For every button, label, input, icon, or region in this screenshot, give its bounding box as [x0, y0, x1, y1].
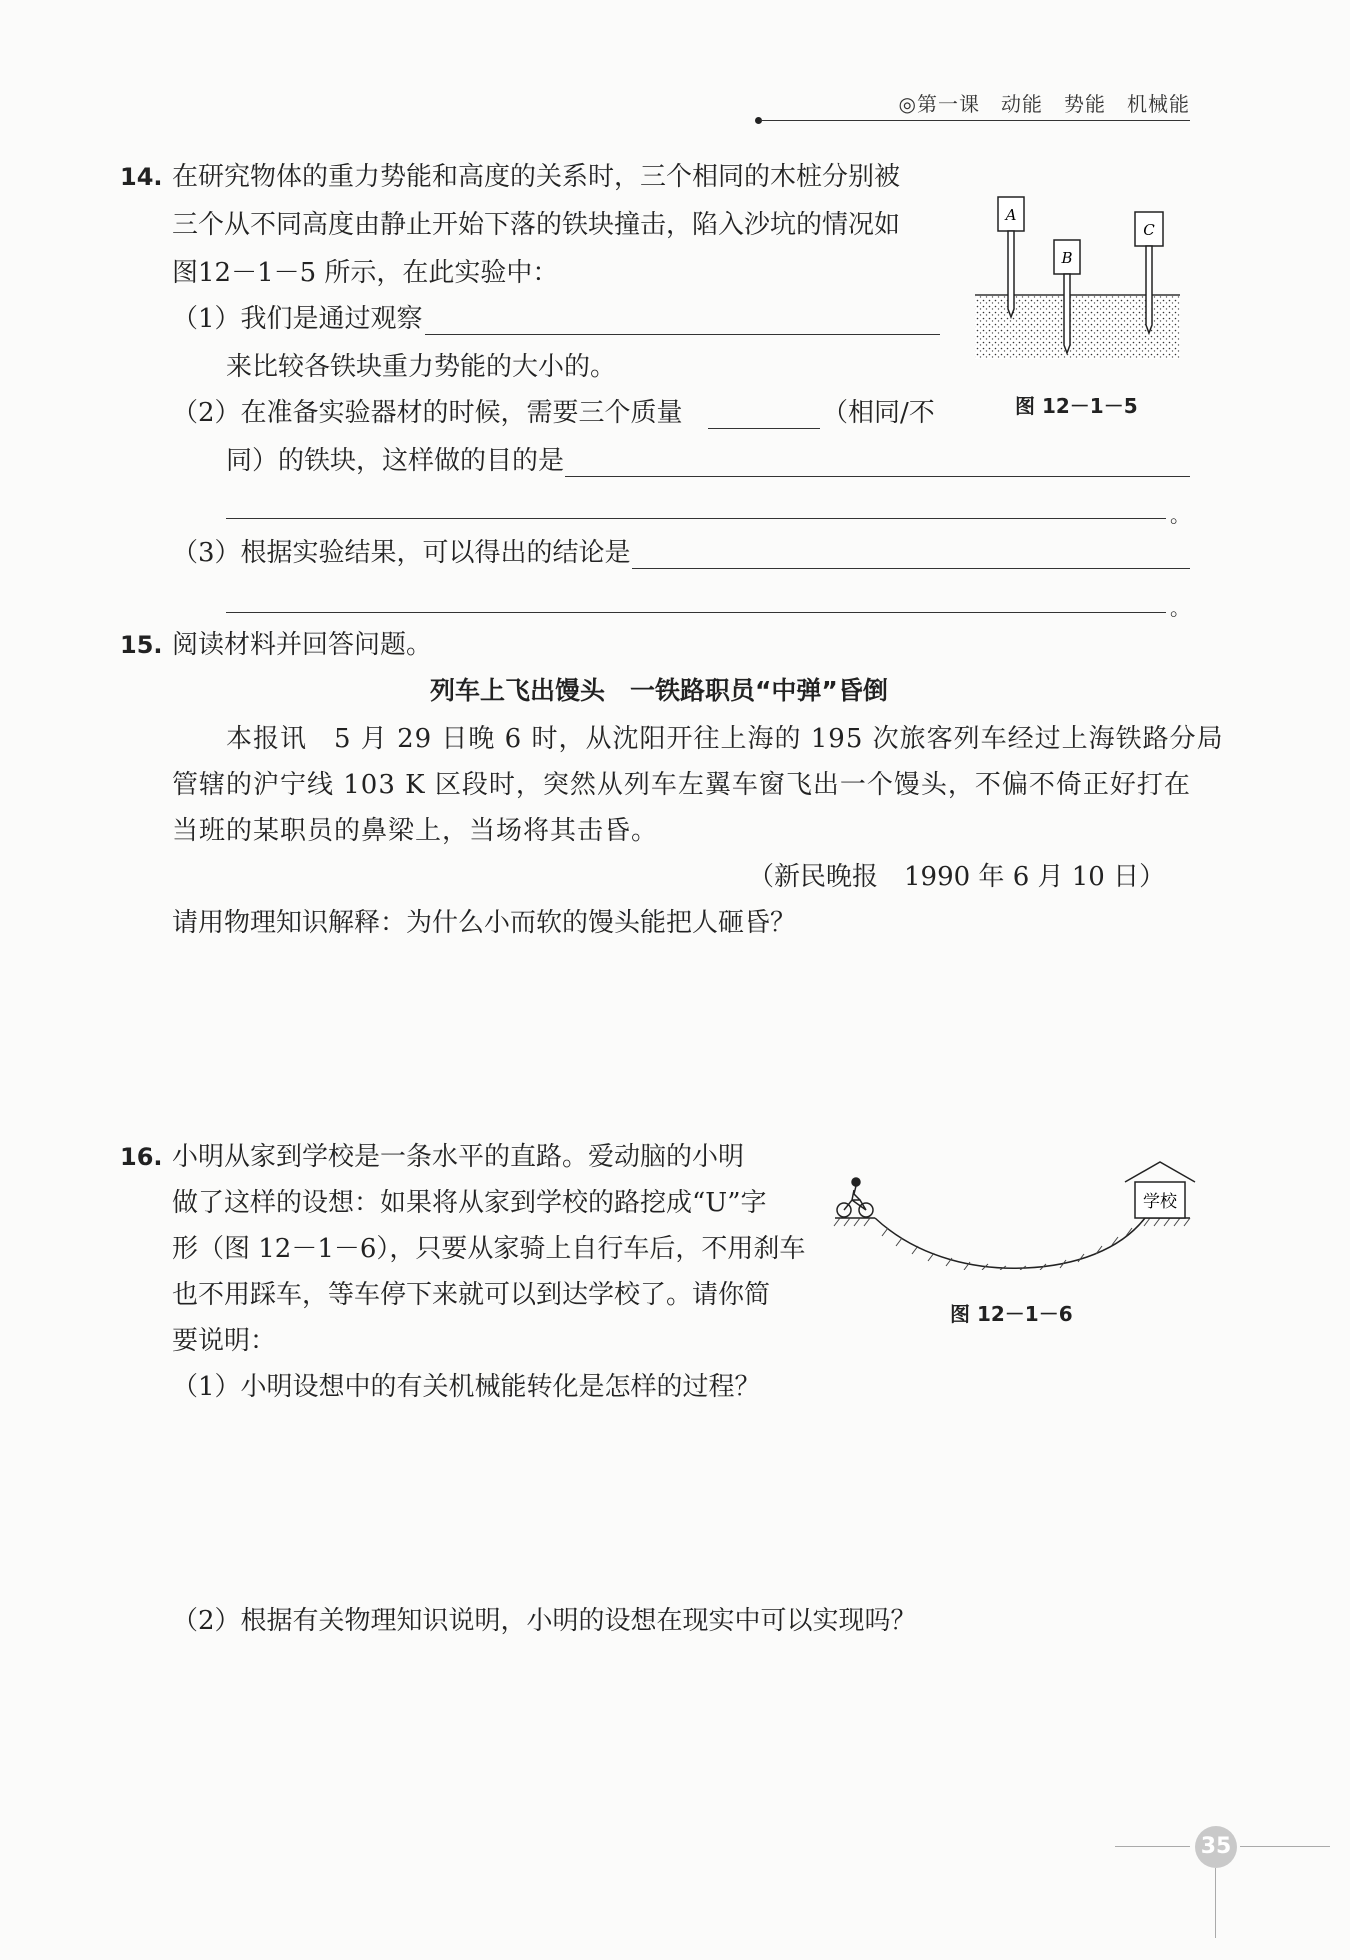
q14-line-2: 三个从不同高度由静止开始下落的铁块撞击，陷入沙坑的情况如 [172, 210, 901, 240]
q15-prompt: 阅读材料并回答问题。 [172, 630, 433, 660]
q16-line-5: 要说明： [172, 1326, 277, 1356]
u-road [875, 1218, 1145, 1268]
footer-vertical-rule [1215, 1868, 1216, 1938]
q14-part1-tail: 来比较各铁块重力势能的大小的。 [226, 352, 617, 382]
stake-a-label: A [1005, 206, 1017, 224]
q14-line-1: 在研究物体的重力势能和高度的关系时，三个相同的木桩分别被 [172, 162, 901, 192]
q16-sub-question-1: （1）小明设想中的有关机械能转化是怎样的过程？ [172, 1372, 761, 1402]
q14-part3-blank-2[interactable] [226, 612, 1166, 613]
article-source: （新民晚报 1990 年 6 月 10 日） [748, 862, 1166, 892]
q16-line-4: 也不用踩车，等车停下来就可以到达学校了。请你简 [172, 1280, 771, 1310]
q14-part1-blank[interactable] [425, 334, 940, 335]
q15-question: 请用物理知识解释：为什么小而软的馒头能把人砸昏？ [172, 908, 797, 938]
q16-sub-question-2: （2）根据有关物理知识说明，小明的设想在现实中可以实现吗？ [172, 1606, 917, 1636]
q16-line-2: 做了这样的设想：如果将从家到学校的路挖成“U”字 [172, 1188, 767, 1218]
header-rule [760, 120, 1190, 121]
q14-part2-purpose: 同）的铁块，这样做的目的是 [226, 446, 565, 476]
q14-part2-period: 。 [1170, 503, 1190, 527]
article-line-1: 本报讯 5 月 29 日晚 6 时，从沈阳开往上海的 195 次旅客列车经过上海铁路分局 [226, 724, 1224, 754]
article-title: 列车上飞出馒头 一铁路职员“中弹”昏倒 [430, 676, 888, 705]
article-line-2: 管辖的沪宁线 103 K 区段时，突然从列车左翼车窗飞出一个馒头，不偏不倚正好打在 [172, 770, 1191, 800]
q14-part2-choice: （相同/不 [822, 398, 935, 428]
figure-12-1-6-caption: 图 12－1－6 [950, 1302, 1073, 1326]
figure-12-1-5-caption: 图 12－1－5 [1015, 394, 1138, 418]
article-line-3: 当班的某职员的鼻梁上，当场将其击昏。 [172, 816, 659, 846]
q14-part2-prompt: （2）在准备实验器材的时候，需要三个质量 [172, 398, 683, 428]
cyclist-icon [837, 1178, 873, 1217]
chapter-header: ◎第一课 动能 势能 机械能 [898, 92, 1190, 116]
footer-rule-left [1115, 1846, 1190, 1847]
figure-stakes-in-sand [970, 185, 1190, 365]
q14-part2-mass-blank[interactable] [708, 428, 820, 429]
school-label: 学校 [1143, 1192, 1177, 1212]
q14-part2-purpose-blank-2[interactable] [226, 518, 1166, 519]
q16-line-1: 小明从家到学校是一条水平的直路。爱动脑的小明 [172, 1142, 745, 1172]
q16-line-3: 形（图 12－1－6），只要从家骑上自行车后，不用刹车 [172, 1234, 806, 1264]
q14-part3-prompt: （3）根据实验结果，可以得出的结论是 [172, 538, 631, 568]
school-building-icon [1125, 1162, 1195, 1218]
q14-part2-purpose-blank[interactable] [565, 476, 1190, 477]
q14-part3-blank[interactable] [632, 568, 1190, 569]
q14-line-3: 图12－1－5 所示，在此实验中： [172, 258, 559, 288]
question-16-number: 16. [120, 1143, 163, 1171]
question-14-number: 14. [120, 163, 163, 191]
q14-part3-period: 。 [1170, 596, 1190, 620]
stake-b-label: B [1061, 249, 1073, 267]
footer-rule-right [1240, 1846, 1330, 1847]
stake-c-label: C [1143, 221, 1155, 239]
figure-u-shaped-road [830, 1160, 1200, 1270]
q14-part1-prompt: （1）我们是通过观察 [172, 304, 423, 334]
question-15-number: 15. [120, 631, 163, 659]
page-number: 35 [1195, 1826, 1237, 1868]
ground-hatching [834, 1218, 1190, 1270]
